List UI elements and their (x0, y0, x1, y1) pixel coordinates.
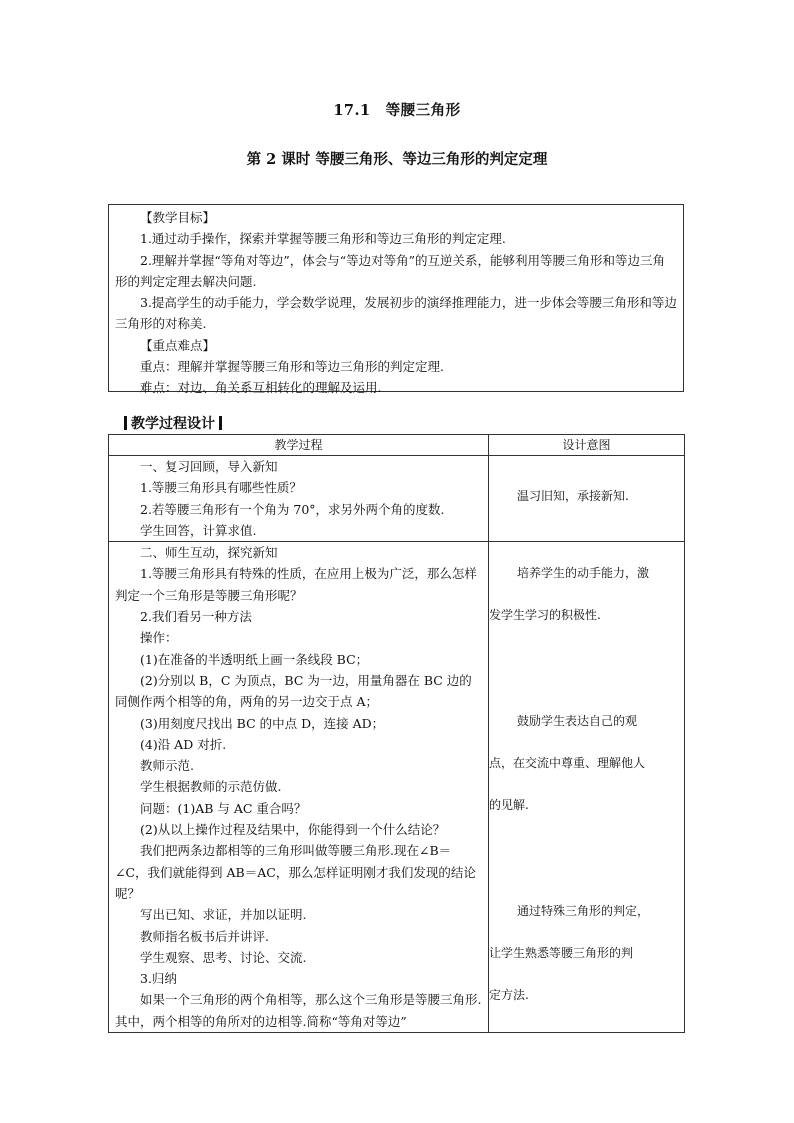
col-header-intent: 设计意图 (489, 435, 685, 456)
process-line: 操作： (140, 630, 178, 646)
process-line: 3.归纳 (140, 971, 177, 987)
process-line: 2.若等腰三角形有一个角为 70°，求另外两个角的度数. (140, 501, 445, 517)
table-row (109, 542, 685, 1033)
intent-text: 发学生学习的积极性. (489, 608, 601, 623)
process-line: (4)沿 AD 对折. (140, 736, 227, 752)
process-line: 一、复习回顾，导入新知 (140, 459, 278, 474)
lesson-subtitle: 第 2 课时 等腰三角形、等边三角形的判定定理 (246, 151, 548, 168)
process-line: (3)用刻度尺找出 BC 的中点 D，连接 AD； (140, 715, 385, 731)
col-header-process: 教学过程 (109, 435, 489, 456)
intent-text: 的见解. (489, 798, 529, 813)
process-line: 问题：(1)AB 与 AC 重合吗？ (140, 800, 307, 816)
process-line: 2.我们看另一种方法 (140, 609, 252, 625)
process-line: 教师示范. (140, 758, 194, 774)
process-line: (2)从以上操作过程及结果中，你能得到一个什么结论？ (140, 822, 446, 838)
section-label (120, 413, 226, 433)
process-line: 1.等腰三角形具有哪些性质？ (140, 480, 302, 496)
section-bar-left (124, 416, 127, 430)
section-bar-right (219, 416, 222, 430)
intent-text: 点，在交流中尊重、理解他人 (489, 756, 646, 771)
intent-text: 培养学生的动手能力，激 (517, 566, 650, 581)
process-cell (109, 542, 489, 1033)
goal-item-3: 3.提高学生的动手能力，学会数学说理，发展初步的演绎推理能力，进一步体会等腰三角形和等边三角形的对称美. (115, 295, 677, 332)
teaching-goals-box (108, 204, 684, 396)
process-line: 我们把两条边都相等的三角形叫做等腰三角形.现在∠B＝∠C，我们就能得到 AB＝AC，那么怎样证明刚才我们发现的结论呢？ (115, 843, 476, 901)
intent-cell (489, 456, 685, 542)
process-line: 写出已知、求证，并加以证明. (140, 907, 307, 923)
goals-heading: 【教学目标】 (140, 210, 216, 225)
intent-text: 让学生熟悉等腰三角形的判 (489, 946, 634, 961)
difficult-point: 难点：对边、角关系互相转化的理解及运用. (140, 380, 382, 396)
keypoints-heading: 【重点难点】 (140, 337, 216, 353)
goal-item-1: 1.通过动手操作，探索并掌握等腰三角形和等边三角形的判定定理. (140, 231, 506, 247)
intent-text: 温习旧知，承接新知. (517, 489, 629, 503)
process-line: 学生观察、思考、讨论、交流. (140, 949, 307, 965)
intent-text: 定方法. (489, 988, 529, 1003)
process-line: 教师指名板书后并讲评. (140, 928, 269, 944)
process-line: 学生回答，计算求值. (140, 522, 257, 538)
process-line: (2)分别以 B，C 为顶点，BC 为一边，用量角器在 BC 边的同侧作两个相等的角，两角的另一边交于点 A； (115, 672, 472, 710)
section-label-text: 教学过程设计 (131, 416, 215, 432)
process-line: 学生根据教师的示范仿做. (140, 779, 282, 795)
process-table (108, 434, 685, 1033)
key-point: 重点：理解并掌握等腰三角形和等边三角形的判定定理. (140, 359, 444, 375)
process-line: 1.等腰三角形具有特殊的性质，在应用上极为广泛，那么怎样判定一个三角形是等腰三角形呢？ (115, 566, 477, 603)
intent-cell (489, 542, 685, 1033)
intent-text: 通过特殊三角形的判定， (517, 904, 650, 919)
lesson-title: 17.1 等腰三角形 (333, 102, 461, 119)
process-line: (1)在准备的半透明纸上画一条线段 BC； (140, 651, 369, 667)
process-line: 如果一个三角形的两个角相等，那么这个三角形是等腰三角形.其中，两个相等的角所对的边相等.简称“等角对等边” (115, 992, 482, 1029)
goal-item-2: 2.理解并掌握“等角对等边”，体会与“等边对等角”的互逆关系，能够利用等腰三角形和等边三角形的判定定理去解决问题. (115, 252, 665, 289)
intent-text: 鼓励学生表达自己的观 (517, 714, 638, 729)
process-cell (109, 456, 489, 542)
process-line: 二、师生互动，探究新知 (140, 545, 278, 561)
table-row (109, 456, 685, 542)
